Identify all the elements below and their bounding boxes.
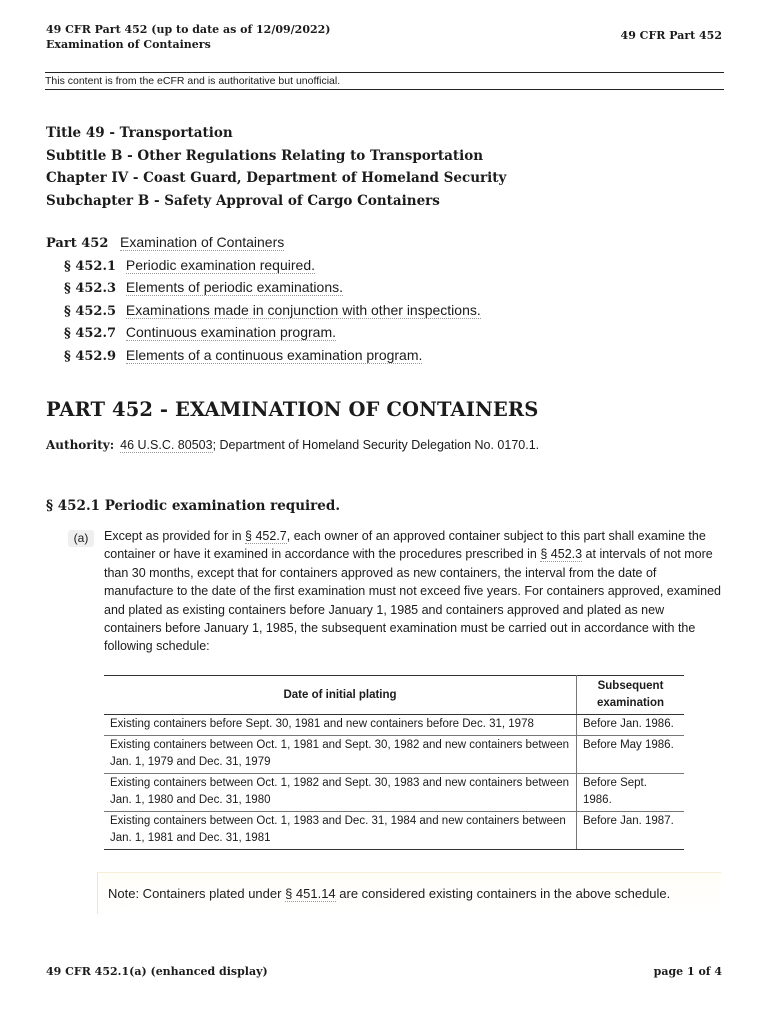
hierarchy-block	[46, 122, 506, 212]
toc-section-number: § 452.3	[64, 281, 117, 296]
header-part-name: Examination of Containers	[46, 38, 211, 51]
authority-text: ; Department of Homeland Security Delegation No. 0170.1.	[212, 438, 540, 452]
table-row	[104, 812, 684, 850]
note-reference-link[interactable]: § 451.14	[285, 886, 336, 901]
table-cell: Existing containers between Oct. 1, 1982 and Sept. 30, 1983 and new containers between Jan. 1, 1980 and Dec. 31, 1980	[104, 774, 577, 812]
hierarchy-chapter: Chapter IV - Coast Guard, Department of Homeland Security	[46, 170, 507, 186]
toc-section-number: § 452.1	[64, 258, 117, 274]
hierarchy-subtitle: Subtitle B - Other Regulations Relating to Transportation	[46, 147, 484, 164]
toc-section-number: § 452.5	[64, 303, 117, 319]
table-cell: Existing containers between Oct. 1, 1983 and Dec. 31, 1984 and new containers between Jan. 1, 1981 and Dec. 31, 1981	[104, 812, 577, 850]
header-part-ref: 49 CFR Part 452	[620, 29, 722, 42]
table-header-row	[104, 676, 684, 715]
table-cell: Existing containers before Sept. 30, 1981 and new containers before Dec. 31, 1978	[104, 715, 577, 736]
paragraph-text-part: at intervals of not more than 30 months, except that for containers approved as new containers, the interval from the date of manufacture to the date of the first examination must not exceed five years. For containers approved, examined and plated as existing containers before January 1, 1985 and containers approved and plated as new containers before January 1, 1985, the subsequent examination must be carried out in accordance with the following schedule:	[104, 547, 721, 654]
header-document-title: 49 CFR Part 452 (up to date as of 12/09/2022)	[46, 23, 331, 36]
table-header-cell: Date of initial plating	[104, 676, 577, 715]
toc-section-number: § 452.9	[64, 348, 117, 364]
footer-page-number: page 1 of 4	[653, 965, 722, 978]
note-text-part: Note: Containers plated under	[108, 886, 286, 901]
toc-section-row	[46, 321, 481, 344]
cross-reference-link[interactable]: § 452.7	[245, 529, 287, 543]
authority-line	[46, 438, 539, 452]
authority-notice: This content is from the eCFR and is authoritative but unofficial.	[45, 72, 724, 90]
note-text-part: are considered existing containers in the above schedule.	[335, 886, 671, 901]
table-cell: Before Jan. 1986.	[577, 715, 685, 736]
toc-section-link[interactable]: Examinations made in conjunction with other inspections.	[125, 301, 481, 318]
paragraph-text-part: , each owner of an approved container subject to this part shall examine the container or have it examined in accordance with the procedures prescribed in	[104, 529, 706, 562]
table-cell: Before May 1986.	[577, 736, 685, 774]
authority-citation-link[interactable]: 46 U.S.C. 80503	[120, 438, 213, 452]
table-cell: Before Sept. 1986.	[577, 774, 685, 812]
schedule-note	[97, 872, 721, 914]
table-header-cell: Subsequent examination	[577, 676, 685, 715]
paragraph-marker: (a)	[68, 530, 94, 547]
table-row	[104, 715, 684, 736]
toc-section-link[interactable]: Continuous examination program.	[125, 324, 337, 340]
toc-section-link[interactable]: Periodic examination required.	[125, 256, 315, 273]
hierarchy-title: Title 49 - Transportation	[46, 125, 233, 141]
toc-part-row	[46, 231, 481, 254]
hierarchy-subchapter: Subchapter B - Safety Approval of Cargo Containers	[46, 192, 440, 209]
table-of-contents	[46, 231, 481, 366]
toc-part-link[interactable]: Examination of Containers	[120, 234, 285, 250]
toc-section-row	[46, 344, 481, 367]
paragraph-text-part: Except as provided for in	[104, 529, 246, 543]
toc-section-link[interactable]: Elements of periodic examinations.	[125, 279, 343, 295]
running-header	[46, 22, 331, 52]
table-row	[104, 736, 684, 774]
table-cell: Existing containers between Oct. 1, 1981 and Sept. 30, 1982 and new containers between Jan. 1, 1979 and Dec. 31, 1979	[104, 736, 577, 774]
toc-section-link[interactable]: Elements of a continuous examination program.	[125, 346, 423, 363]
paragraph-text	[104, 527, 722, 656]
toc-section-row	[46, 276, 481, 299]
cross-reference-link[interactable]: § 452.3	[540, 547, 583, 562]
part-title: PART 452 - EXAMINATION OF CONTAINERS	[46, 398, 539, 421]
authority-label: Authority:	[46, 438, 115, 452]
toc-section-row	[46, 299, 481, 322]
toc-part-number: Part 452	[46, 236, 109, 251]
examination-schedule-table	[104, 675, 684, 850]
section-heading: § 452.1 Periodic examination required.	[46, 498, 341, 514]
footer-citation: 49 CFR 452.1(a) (enhanced display)	[46, 965, 268, 978]
table-cell: Before Jan. 1987.	[577, 812, 685, 850]
table-row	[104, 774, 684, 812]
toc-section-row	[46, 254, 481, 277]
toc-section-number: § 452.7	[64, 326, 117, 341]
